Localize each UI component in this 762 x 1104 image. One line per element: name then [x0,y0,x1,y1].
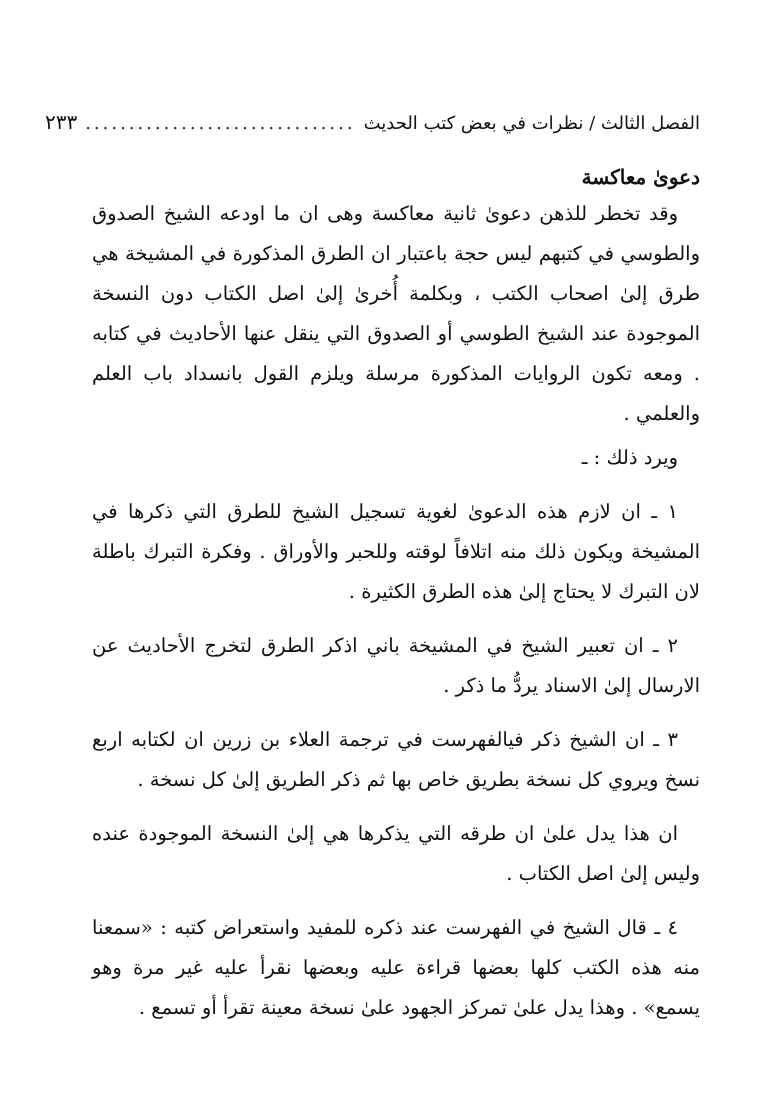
header-dot-leader: ............................... [85,113,356,134]
chapter-title: الفصل الثالث / نظرات في بعض كتب الحديث [363,113,700,134]
section-heading: دعوىٰ معاكسة [581,165,700,189]
paragraph-point-2: ٢ ـ ان تعبير الشيخ في المشيخة باني اذكر الطرق لتخرج الأحاديث عن الارسال إلىٰ الاسناد يردُّ ما ذكر . [92,634,700,697]
paragraph-point-3-continued: ان هذا يدل علىٰ ان طرقه التي يذكرها هي إلىٰ النسخة الموجودة عنده وليس إلىٰ اصل الكتاب . [92,822,700,885]
page-number: ٢٣٣ [44,110,78,134]
paragraph-intro: وقد تخطر للذهن دعوىٰ ثانية معاكسة وهى ان ما اودعه الشيخ الصدوق والطوسي في كتبهم ليس حجة باعتبار ان الطرق المذكورة في المشيخة هي طرق إلىٰ اصحاب الكتب ، وبكلمة أُخرىٰ إلىٰ اصل الكتاب دون النسخة الموجودة عند الشيخ الطوسي أو الصدوق التي ينقل عنها الأحاديث في كتابه . ومعه تكون الروايات المذكورة مرسلة ويلزم القول بانسداد باب العلم والعلمي . [92,202,700,425]
paragraph-point-3: ٣ ـ ان الشيخ ذكر فيالفهرست في ترجمة العلاء بن زرين ان لكتابه اربع نسخ ويروي كل نسخة بطريق خاص بها ثم ذكر الطريق إلىٰ كل نسخة . [92,728,700,791]
paragraph-reply-intro: ويرد ذلك : ـ [581,446,678,469]
paragraph-point-1: ١ ـ ان لازم هذه الدعوىٰ لغوية تسجيل الشيخ للطرق التي ذكرها في المشيخة ويكون ذلك منه اتلافاً لوقته وللحبر والأوراق . وفكرة التبرك باطلة لان التبرك لا يحتاج إلىٰ هذه الطرق الكثيرة . [92,500,700,603]
running-header [44,106,700,138]
paragraph-point-4: ٤ ـ قال الشيخ في الفهرست عند ذكره للمفيد واستعراض كتبه : «سمعنا منه هذه الكتب كلها بعضها قراءة عليه وبعضها نقرأ عليه غير مرة وهو يسمع» . وهذا يدل علىٰ تمركز الجهود علىٰ نسخة معينة تقرأ أو تسمع . [92,916,700,1019]
